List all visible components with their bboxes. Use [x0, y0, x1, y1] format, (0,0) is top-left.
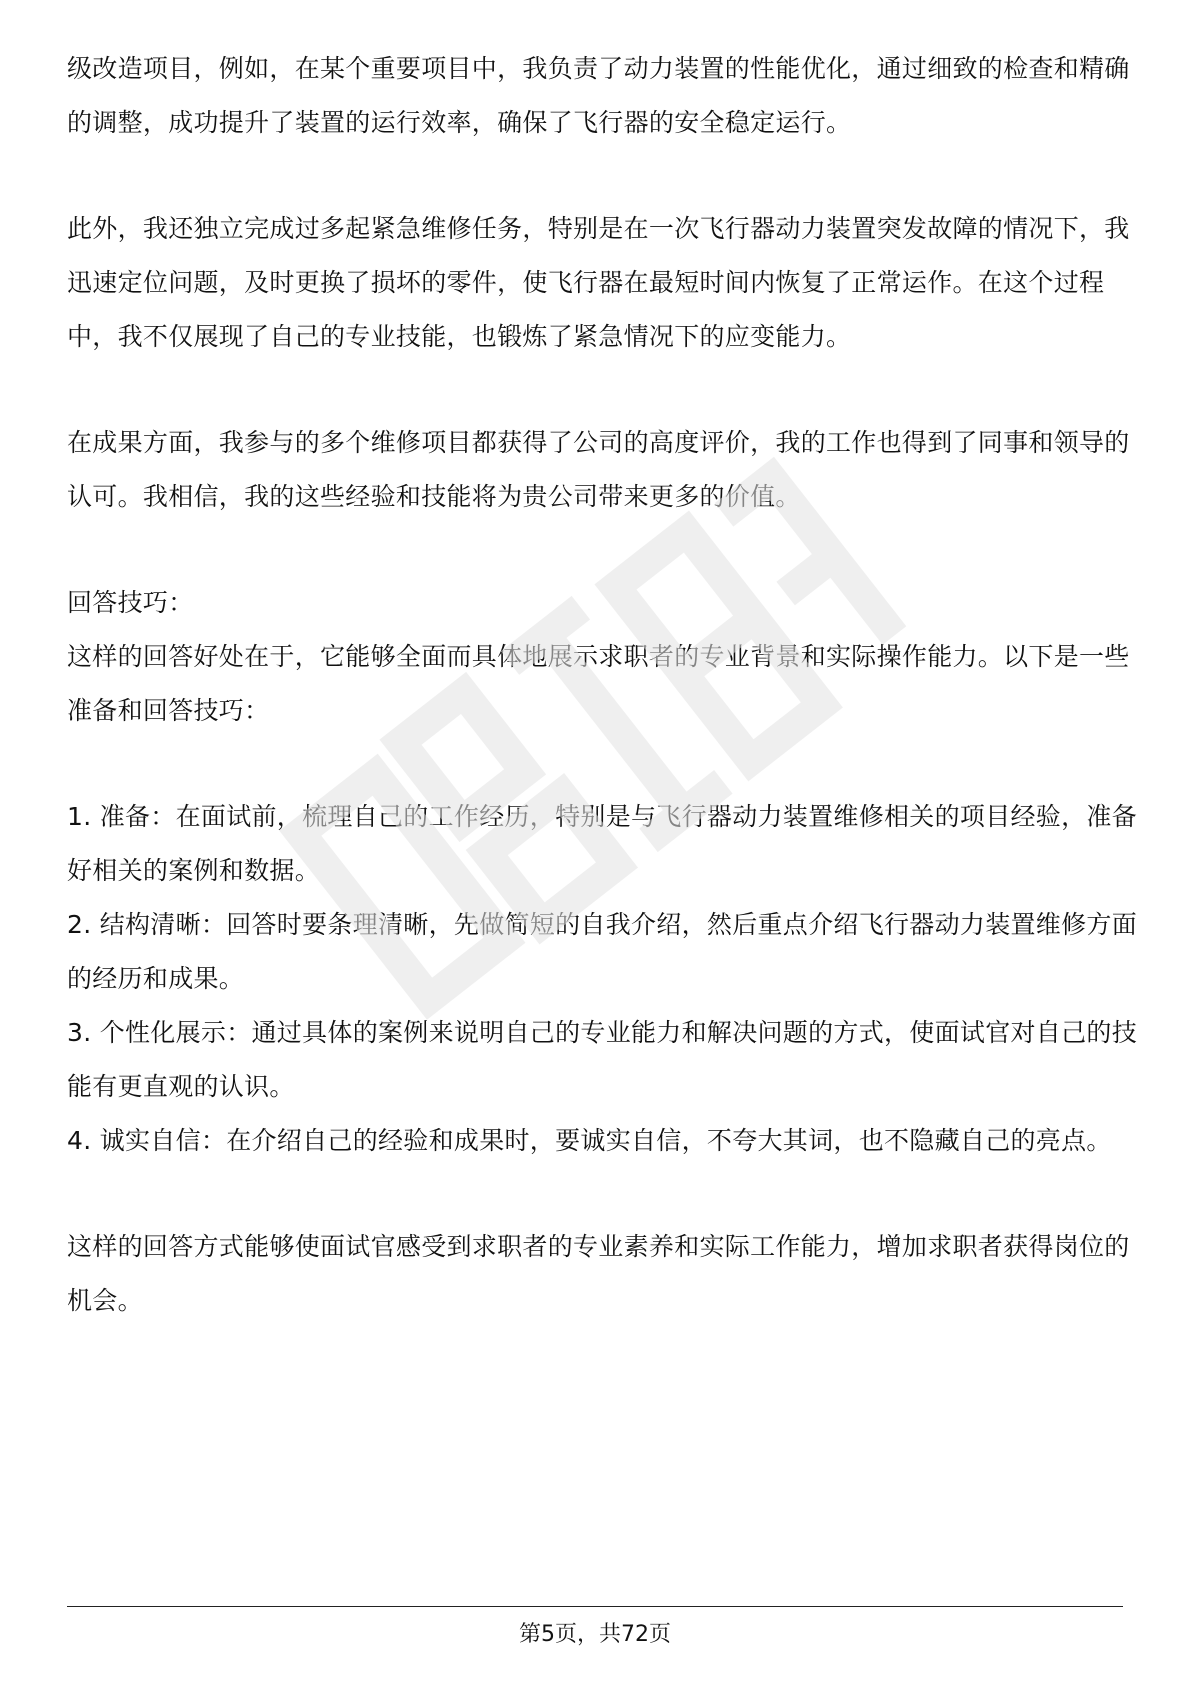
paragraph-gap [67, 150, 1142, 202]
paragraph-conclusion: 这样的回答方式能够使面试官感受到求职者的专业素养和实际工作能力，增加求职者获得岗位的机会。 [67, 1232, 1130, 1315]
paragraph-gap [67, 738, 1142, 790]
list-item-personalized-showcase: 3. 个性化展示：通过具体的案例来说明自己的专业能力和解决问题的方式，使面试官对自己的技能有更直观的认识。 [67, 1018, 1138, 1101]
section-heading-answer-tips: 回答技巧： [67, 588, 194, 617]
paragraph-emergency-repair: 此外，我还独立完成过多起紧急维修任务，特别是在一次飞行器动力装置突发故障的情况下，我迅速定位问题，及时更换了损坏的零件，使飞行器在最短时间内恢复了正常运作。在这个过程中，我不仅展现了自己的专业技能，也锻炼了紧急情况下的应变能力。 [67, 214, 1130, 351]
list-item-honest-confidence: 4. 诚实自信：在介绍自己的经验和成果时，要诚实自信，不夸大其词，也不隐藏自己的亮点。 [67, 1126, 1112, 1155]
list-item-preparation: 1. 准备：在面试前，梳理自己的工作经历，特别是与飞行器动力装置维修相关的项目经验，准备好相关的案例和数据。 [67, 802, 1138, 885]
paragraph-tips-intro: 这样的回答好处在于，它能够全面而具体地展示求职者的专业背景和实际操作能力。以下是一些准备和回答技巧： [67, 642, 1130, 725]
footer-divider [67, 1606, 1123, 1607]
paragraph-achievements: 在成果方面，我参与的多个维修项目都获得了公司的高度评价，我的工作也得到了同事和领导的认可。我相信，我的这些经验和技能将为贵公司带来更多的价值。 [67, 428, 1130, 511]
list-item-clear-structure: 2. 结构清晰：回答时要条理清晰，先做简短的自我介绍，然后重点介绍飞行器动力装置维修方面的经历和成果。 [67, 910, 1138, 993]
document-body [67, 42, 1142, 1328]
paragraph-gap [67, 364, 1142, 416]
paragraph-gap [67, 1168, 1142, 1220]
page-number: 第5页，共72页 [519, 1622, 671, 1647]
paragraph-gap [67, 524, 1142, 576]
paragraph-project-optimization: 级改造项目，例如，在某个重要项目中，我负责了动力装置的性能优化，通过细致的检查和精确的调整，成功提升了装置的运行效率，确保了飞行器的安全稳定运行。 [67, 54, 1130, 137]
